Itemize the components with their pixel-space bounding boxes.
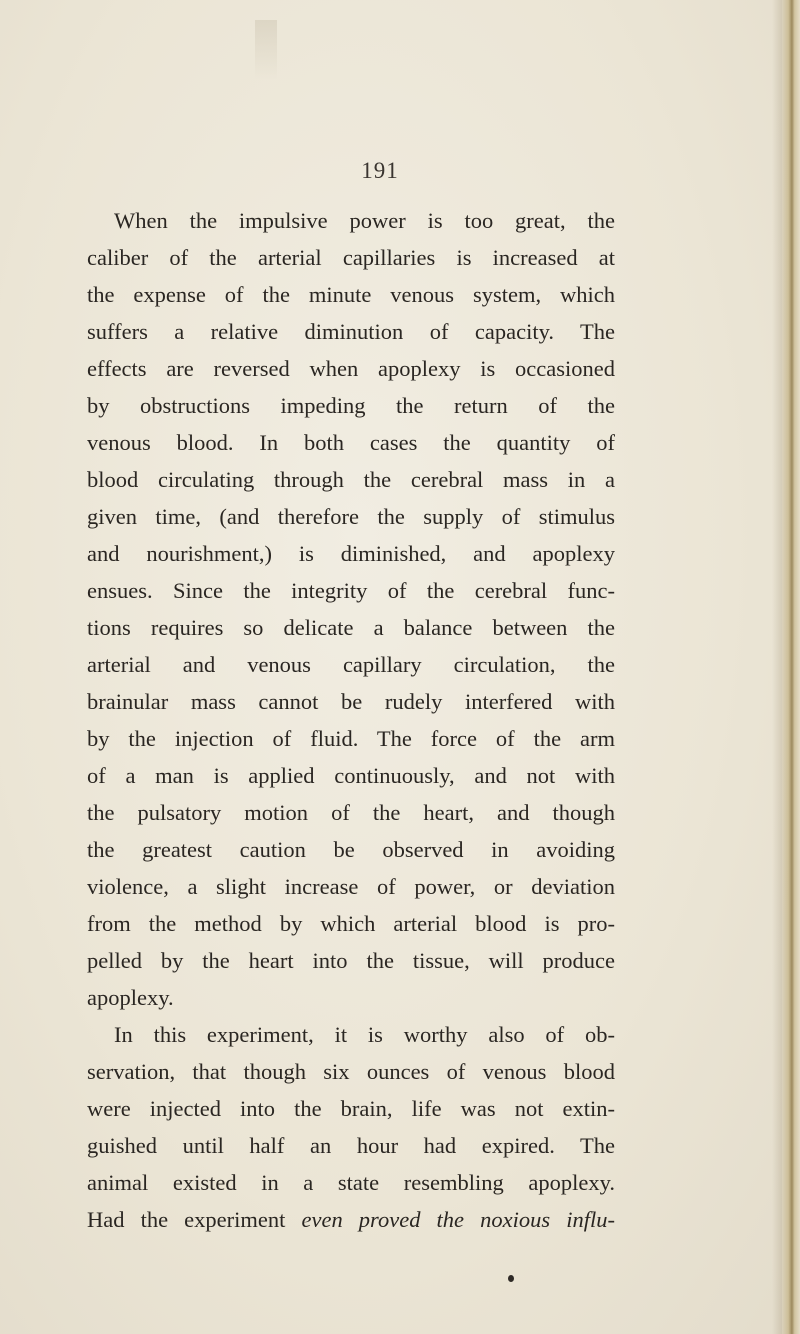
- text-line: and nourishment,) is diminished, and apoplexy: [87, 541, 615, 566]
- text-segment-plain: Had the experiment: [87, 1207, 302, 1232]
- ink-speck: [508, 1275, 514, 1282]
- text-line: animal existed in a state resembling apoplexy.: [87, 1170, 615, 1195]
- text-line-mixed: [87, 1201, 615, 1238]
- text-line: venous blood. In both cases the quantity of: [87, 430, 615, 455]
- text-line: pelled by the heart into the tissue, will produce: [87, 948, 615, 973]
- text-line: ensues. Since the integrity of the cerebral func-: [87, 578, 615, 603]
- text-line: In this experiment, it is worthy also of ob-: [114, 1022, 615, 1047]
- text-line: the expense of the minute venous system, which: [87, 282, 615, 307]
- text-line: given time, (and therefore the supply of stimulus: [87, 504, 615, 529]
- text-line: by the injection of fluid. The force of the arm: [87, 726, 615, 751]
- page-smudge: [255, 20, 277, 80]
- text-line: servation, that though six ounces of venous blood: [87, 1059, 615, 1084]
- text-line: from the method by which arterial blood is pro-: [87, 911, 615, 936]
- body-text: [87, 202, 615, 1238]
- text-line: guished until half an hour had expired. The: [87, 1133, 615, 1158]
- text-line: the pulsatory motion of the heart, and though: [87, 800, 615, 825]
- text-line: the greatest caution be observed in avoiding: [87, 837, 615, 862]
- text-line: violence, a slight increase of power, or deviation: [87, 874, 615, 899]
- text-line: blood circulating through the cerebral mass in a: [87, 467, 615, 492]
- text-line: tions requires so delicate a balance between the: [87, 615, 615, 640]
- text-line: effects are reversed when apoplexy is occasioned: [87, 356, 615, 381]
- text-line: arterial and venous capillary circulation, the: [87, 652, 615, 677]
- page-edge: [782, 0, 800, 1334]
- text-line: apoplexy.: [87, 985, 174, 1010]
- text-line: When the impulsive power is too great, the: [114, 208, 615, 233]
- page-number: 191: [361, 158, 399, 183]
- page-edge-shadow: [772, 0, 782, 1334]
- text-line: suffers a relative diminution of capacity. The: [87, 319, 615, 344]
- text-line: brainular mass cannot be rudely interfered with: [87, 689, 615, 714]
- text-segment-italic: even proved the noxious influ-: [301, 1207, 615, 1232]
- text-line: caliber of the arterial capillaries is increased at: [87, 245, 615, 270]
- text-line: by obstructions impeding the return of the: [87, 393, 615, 418]
- text-line: were injected into the brain, life was not extin-: [87, 1096, 615, 1121]
- text-line: of a man is applied continuously, and not with: [87, 763, 615, 788]
